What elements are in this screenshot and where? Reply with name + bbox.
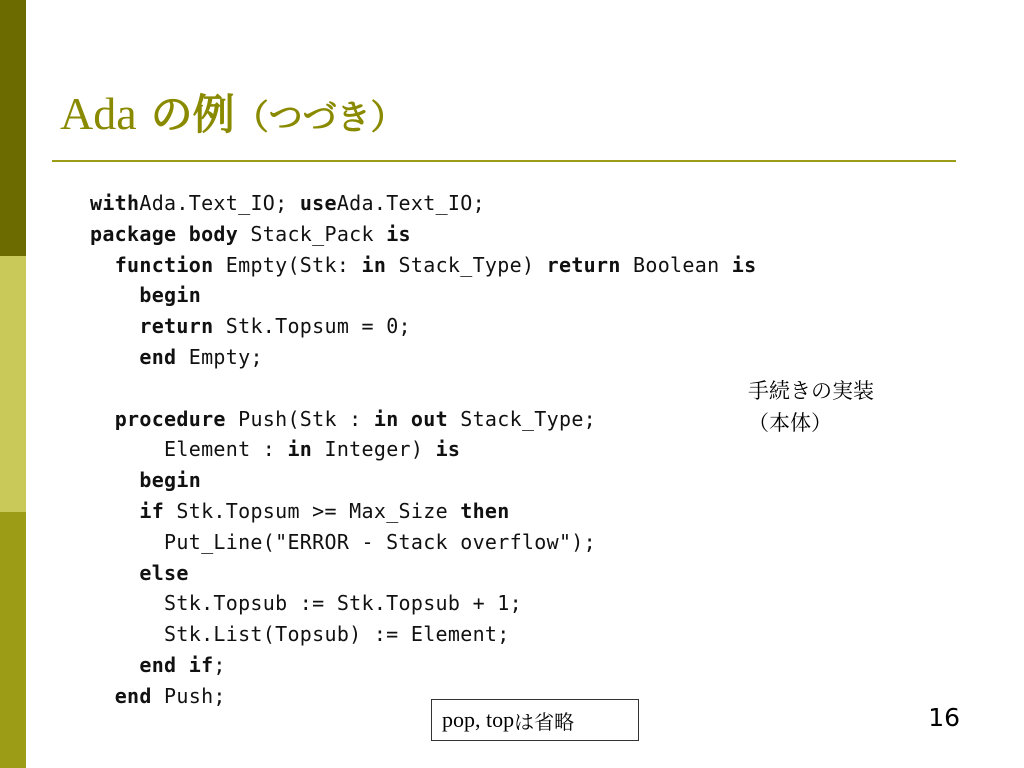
side-bar-middle <box>0 256 26 512</box>
code-keyword: in <box>287 437 313 462</box>
side-note-line-1: 手続きの実装 <box>748 379 874 403</box>
code-indent <box>90 499 139 523</box>
code-keyword: in out <box>373 406 448 431</box>
code-line <box>90 280 756 311</box>
code-text: Stack_Type) <box>386 252 547 277</box>
code-text: Stk.List(Topsub) := Element; <box>164 622 510 647</box>
side-bar-top <box>0 0 26 256</box>
code-line <box>90 250 756 281</box>
code-text: Stk.Topsum = 0; <box>213 314 411 339</box>
code-text: ; <box>213 652 226 677</box>
code-line <box>90 219 756 250</box>
code-line <box>90 434 756 465</box>
code-text: Push(Stk : <box>225 406 374 431</box>
page-number: 16 <box>928 703 960 732</box>
code-indent <box>90 622 164 646</box>
code-text: Integer) <box>312 437 436 462</box>
code-indent <box>90 345 139 369</box>
code-indent <box>90 468 139 492</box>
code-keyword: if <box>139 498 165 523</box>
code-indent <box>90 591 164 615</box>
code-indent <box>90 561 139 585</box>
code-keyword: then <box>460 498 510 523</box>
code-block <box>90 188 756 712</box>
code-keyword: use <box>299 191 337 215</box>
code-line <box>90 527 756 558</box>
code-text: Stk.Topsum >= Max_Size <box>164 498 461 523</box>
code-text: Ada.Text_IO; <box>139 191 300 215</box>
code-text: Stk.Topsub := Stk.Topsub + 1; <box>164 591 522 616</box>
code-keyword: is <box>435 437 461 462</box>
code-keyword: begin <box>139 283 202 308</box>
side-note-line-2: （本体） <box>748 411 832 435</box>
code-keyword: package body <box>90 221 239 246</box>
code-keyword: with <box>90 191 140 215</box>
code-indent <box>90 283 139 307</box>
code-keyword: end <box>114 683 152 708</box>
code-indent <box>90 653 139 677</box>
code-text: Empty(Stk: <box>213 252 362 277</box>
code-indent <box>90 437 164 461</box>
code-keyword: else <box>139 560 189 585</box>
code-keyword: end if <box>139 652 214 677</box>
code-indent <box>90 314 139 338</box>
slide-title-latin: Ada <box>60 88 137 139</box>
code-line <box>90 188 756 219</box>
code-keyword: begin <box>139 468 202 493</box>
code-text: Empty; <box>176 344 263 369</box>
code-line <box>90 588 756 619</box>
slide-title-main: の例 <box>150 90 235 139</box>
code-line <box>90 650 756 681</box>
code-keyword: return <box>546 252 621 277</box>
code-indent <box>90 253 115 277</box>
side-bar-bottom <box>0 512 26 768</box>
code-indent <box>90 407 115 431</box>
code-line <box>90 373 756 404</box>
boxed-note-jp: は省略 <box>514 709 575 734</box>
title-divider <box>52 160 956 162</box>
code-line <box>90 558 756 589</box>
side-note <box>748 375 874 439</box>
code-keyword: function <box>114 252 214 277</box>
code-text: Push; <box>151 683 226 708</box>
code-keyword: procedure <box>114 406 226 431</box>
code-line <box>90 404 756 435</box>
slide-title-sub: （つづき） <box>234 98 405 138</box>
boxed-note <box>431 699 639 741</box>
code-text: Stack_Pack <box>238 221 387 246</box>
code-line <box>90 681 756 712</box>
code-line <box>90 311 756 342</box>
slide-title <box>60 84 405 148</box>
code-keyword: in <box>361 252 387 277</box>
code-line <box>90 619 756 650</box>
code-indent <box>90 530 164 554</box>
code-text: Element : <box>164 437 288 462</box>
code-text: Stack_Type; <box>447 406 596 431</box>
code-line <box>90 496 756 527</box>
code-line <box>90 342 756 373</box>
code-keyword: end <box>139 344 177 369</box>
code-keyword: return <box>139 314 214 339</box>
code-keyword: is <box>386 221 411 246</box>
code-text: Boolean <box>620 252 732 277</box>
code-line <box>90 465 756 496</box>
boxed-note-latin: pop, top <box>442 707 515 732</box>
code-indent <box>90 684 115 708</box>
code-text: Put_Line("ERROR - Stack overflow"); <box>164 529 596 554</box>
code-keyword: is <box>731 252 757 277</box>
code-text: Ada.Text_IO; <box>336 191 485 215</box>
